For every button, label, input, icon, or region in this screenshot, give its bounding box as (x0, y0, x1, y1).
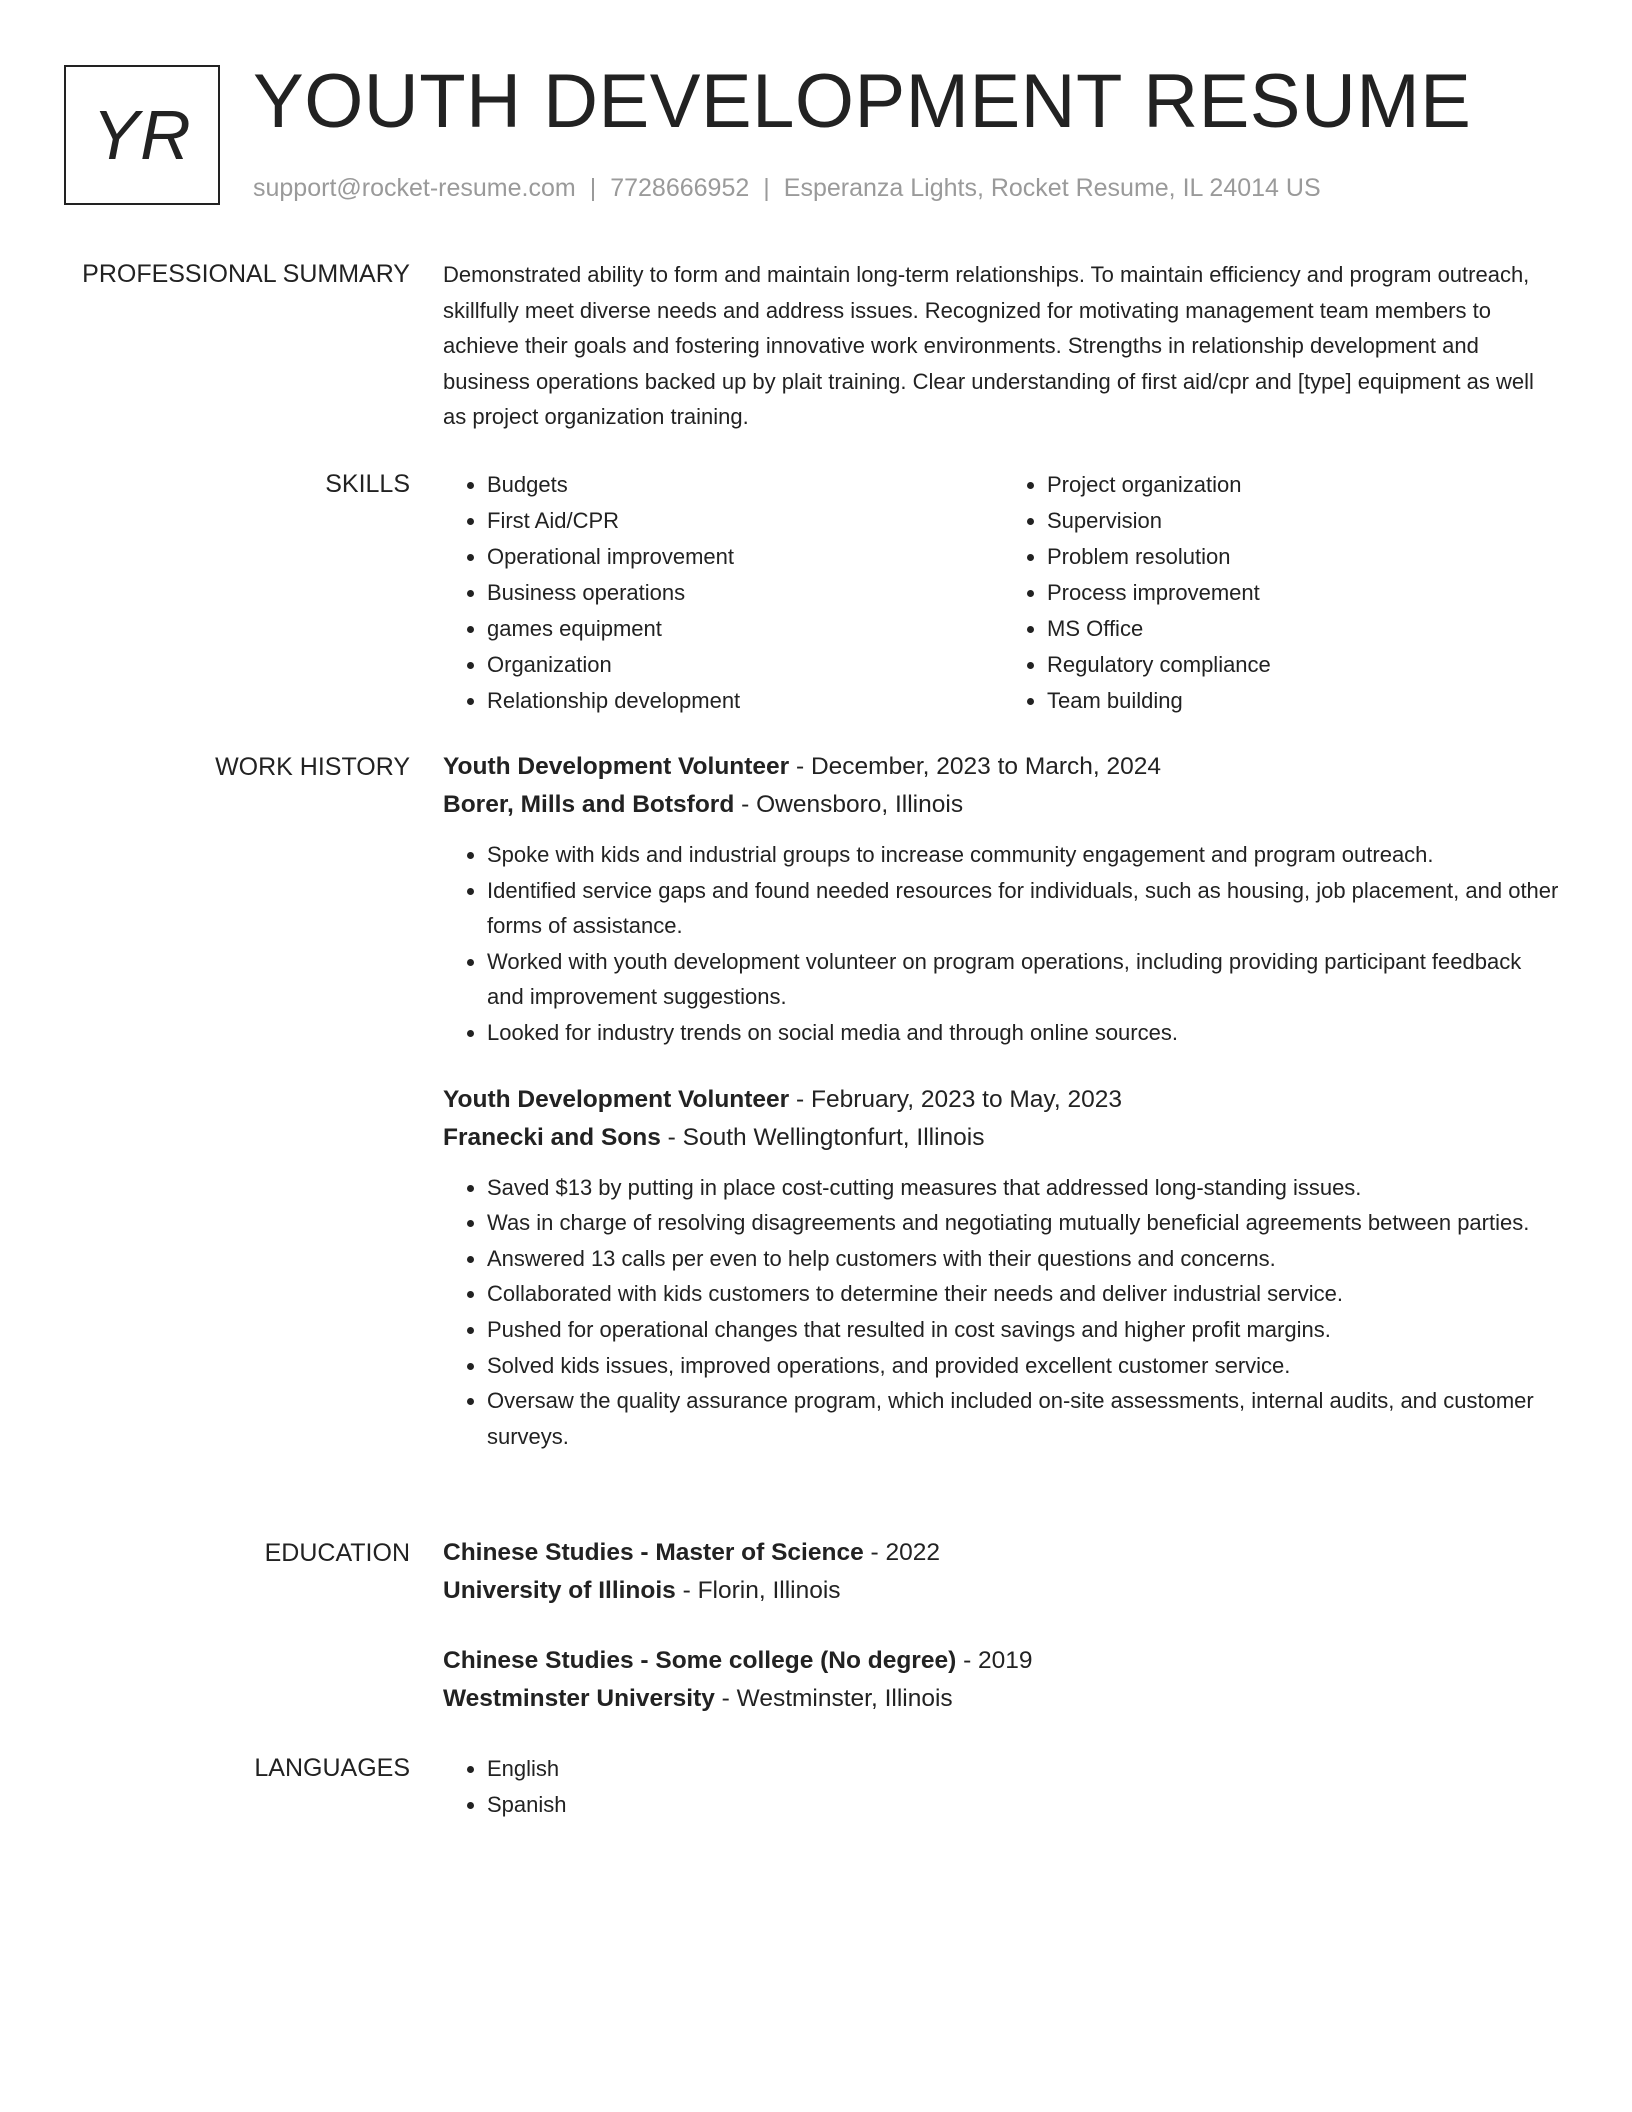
degree-line (443, 1642, 1563, 1680)
job-dates: - December, 2023 to March, 2024 (789, 753, 1162, 780)
school-name: Westminster University (443, 1685, 715, 1712)
section-heading-summary: PROFESSIONAL SUMMARY (82, 260, 410, 288)
skill-item: • MS Office (1047, 611, 1563, 647)
job-entry (443, 1081, 1563, 1455)
job-bullet: • Was in charge of resolving disagreements and negotiating mutually beneficial agreements between parties. (487, 1205, 1563, 1241)
job-bullets (443, 837, 1563, 1051)
section-heading-work-history: WORK HISTORY (215, 753, 410, 781)
monogram-badge: YR (64, 65, 220, 205)
skill-item: • Process improvement (1047, 575, 1563, 611)
job-title-line (443, 1081, 1563, 1119)
job-company-line (443, 786, 1563, 824)
school-line (443, 1572, 1563, 1610)
education-entry (443, 1534, 1563, 1610)
skill-item: • Team building (1047, 683, 1563, 719)
contact-line (253, 172, 1321, 204)
job-location: - Owensboro, Illinois (734, 791, 964, 818)
language-item: • English (487, 1751, 1563, 1787)
section-heading-education: EDUCATION (264, 1539, 410, 1567)
degree-name: Chinese Studies - Some college (No degree) (443, 1647, 957, 1674)
skills-list-left (443, 467, 1003, 719)
job-company: Franecki and Sons (443, 1123, 661, 1151)
job-title-line (443, 748, 1563, 786)
skill-item: • Project organization (1047, 467, 1563, 503)
skill-item: • Budgets (487, 467, 1003, 503)
skill-item: • Supervision (1047, 503, 1563, 539)
job-bullet: • Saved $13 by putting in place cost-cutting measures that addressed long-standing issues. (487, 1170, 1563, 1206)
skill-item: • games equipment (487, 611, 1003, 647)
job-company-line (443, 1119, 1563, 1157)
skills-grid (443, 467, 1563, 719)
language-item: • Spanish (487, 1787, 1563, 1823)
job-bullet: • Solved kids issues, improved operations, and provided excellent customer service. (487, 1348, 1563, 1384)
job-dates: - February, 2023 to May, 2023 (789, 1085, 1122, 1113)
job-bullet: • Identified service gaps and found needed resources for individuals, such as housing, job placement, and other forms of assistance. (487, 873, 1563, 944)
degree-year: - 2019 (956, 1647, 1033, 1674)
degree-name: Chinese Studies - Master of Science (443, 1539, 864, 1566)
skill-item: • First Aid/CPR (487, 503, 1003, 539)
education-entry (443, 1642, 1563, 1718)
school-line (443, 1680, 1563, 1718)
skill-item: • Operational improvement (487, 539, 1003, 575)
job-bullet: • Worked with youth development volunteer on program operations, including providing participant feedback and improvement suggestions. (487, 944, 1563, 1015)
skill-item: • Problem resolution (1047, 539, 1563, 575)
job-bullet: • Spoke with kids and industrial groups to increase community engagement and program outreach. (487, 837, 1563, 873)
contact-separator: | (763, 174, 770, 202)
job-title: Youth Development Volunteer (443, 1085, 790, 1113)
section-heading-languages: LANGUAGES (254, 1754, 410, 1782)
job-location: - South Wellingtonfurt, Illinois (660, 1123, 985, 1151)
job-bullet: • Looked for industry trends on social media and through online sources. (487, 1015, 1563, 1051)
degree-line (443, 1534, 1563, 1572)
resume-title: YOUTH DEVELOPMENT RESUME (253, 59, 1472, 144)
skill-item: • Regulatory compliance (1047, 647, 1563, 683)
languages-list (443, 1751, 1563, 1822)
job-entry (443, 748, 1563, 1051)
school-location: - Florin, Illinois (675, 1577, 841, 1604)
job-company: Borer, Mills and Botsford (443, 791, 735, 818)
summary-text: Demonstrated ability to form and maintain long-term relationships. To maintain efficiency and program outreach, skillfully meet diverse needs and address issues. Recognized for motivating management team members to achieve their goals and fostering innovative work environments. Strengths in relationship development and business operations backed up by plait training. Clear understanding of first aid/cpr and [type] equipment as well as project organization training. (443, 262, 1534, 430)
skill-item: • Business operations (487, 575, 1003, 611)
skill-item: • Relationship development (487, 683, 1003, 719)
job-title: Youth Development Volunteer (443, 753, 790, 780)
section-heading-skills: SKILLS (325, 470, 410, 498)
job-bullet: • Pushed for operational changes that resulted in cost savings and higher profit margins. (487, 1312, 1563, 1348)
contact-email[interactable]: support@rocket-resume.com (253, 174, 576, 202)
contact-separator: | (589, 174, 597, 202)
skills-list-right (1003, 467, 1563, 719)
skill-item: • Organization (487, 647, 1003, 683)
job-bullet: • Collaborated with kids customers to determine their needs and deliver industrial service. (487, 1276, 1563, 1312)
contact-phone[interactable]: 7728666952 (610, 174, 750, 202)
school-location: - Westminster, Illinois (714, 1685, 953, 1712)
contact-address: Esperanza Lights, Rocket Resume, IL 24014 US (783, 174, 1321, 202)
job-bullets (443, 1170, 1563, 1455)
job-bullet: • Answered 13 calls per even to help customers with their questions and concerns. (487, 1241, 1563, 1277)
school-name: University of Illinois (443, 1577, 676, 1604)
job-bullet: • Oversaw the quality assurance program, which included on-site assessments, internal audits, and customer surveys. (487, 1383, 1563, 1454)
degree-year: - 2022 (863, 1539, 940, 1566)
